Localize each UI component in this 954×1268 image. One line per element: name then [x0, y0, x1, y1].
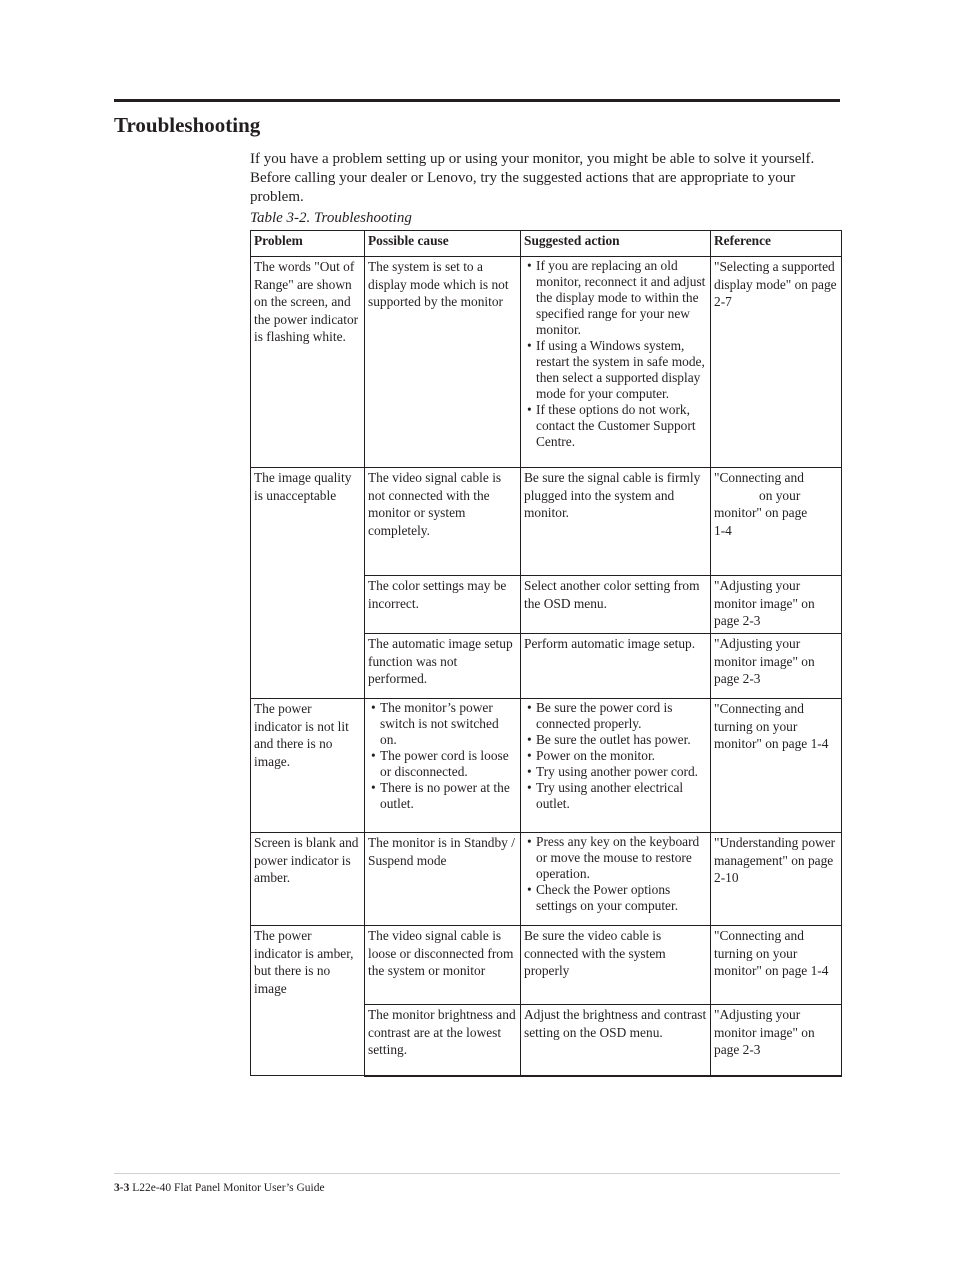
action-cell: Perform automatic image setup. [521, 634, 711, 699]
page-number: 3-3 [114, 1182, 130, 1194]
header-suggested-action: Suggested action [521, 231, 711, 257]
guide-title: L22e-40 Flat Panel Monitor User’s Guide [132, 1182, 325, 1194]
intro-paragraph: If you have a problem setting up or using your monitor, you might be able to solve it yourself. Before calling your dealer or Lenovo, try the suggested actions that are appropriate to your problem. [250, 151, 815, 205]
reference-line: 1-4 [714, 522, 732, 538]
cause-cell: The color settings may be incorrect. [365, 576, 521, 634]
page-footer [114, 1181, 325, 1195]
list-item: • Press any key on the keyboard or move the mouse to restore operation. [524, 834, 708, 882]
list-item: • Try using another power cord. [524, 764, 708, 780]
reference-line: "Connecting and [714, 470, 804, 485]
action-list [524, 258, 708, 450]
cause-cell [365, 699, 521, 833]
list-item: • Try using another electrical outlet. [524, 780, 708, 812]
reference-line: on your [759, 487, 801, 503]
problem-cell: The power indicator is amber, but there is no image [251, 926, 365, 1076]
page-title: Troubleshooting [114, 113, 261, 137]
reference-cell: "Adjusting your monitor image" on page 2-3 [711, 576, 842, 634]
cause-cell: The monitor brightness and contrast are at the lowest setting. [365, 1005, 521, 1076]
list-item: • If these options do not work, contact the Customer Support Centre. [524, 402, 708, 450]
action-cell: Select another color setting from the OSD menu. [521, 576, 711, 634]
cause-cell: The video signal cable is loose or disconnected from the system or monitor [365, 926, 521, 1005]
reference-cell: "Selecting a supported display mode" on page 2-7 [711, 257, 842, 468]
action-cell [521, 699, 711, 833]
list-item: • If you are replacing an old monitor, reconnect it and adjust the display mode to within the specified range for your new monitor. [524, 258, 708, 338]
cause-list [368, 700, 518, 812]
table-row [251, 833, 842, 926]
list-item: • There is no power at the outlet. [368, 780, 518, 812]
table-header-row [251, 231, 842, 257]
action-cell: Adjust the brightness and contrast setting on the OSD menu. [521, 1005, 711, 1076]
table-row [251, 257, 842, 468]
action-cell [521, 257, 711, 468]
list-item: • Be sure the power cord is connected properly. [524, 700, 708, 732]
table-row [251, 926, 842, 1005]
action-cell [521, 833, 711, 926]
cause-cell: The system is set to a display mode which is not supported by the monitor [365, 257, 521, 468]
list-item: • Be sure the outlet has power. [524, 732, 708, 748]
table-row [251, 468, 842, 576]
reference-cell: "Adjusting your monitor image" on page 2-3 [711, 1005, 842, 1076]
table-caption: Table 3-2. Troubleshooting [250, 210, 412, 226]
cause-cell: The video signal cable is not connected with the monitor or system completely. [365, 468, 521, 576]
action-cell: Be sure the signal cable is firmly plugged into the system and monitor. [521, 468, 711, 576]
reference-cell: "Connecting and turning on your monitor" on page 1-4 [711, 699, 842, 833]
list-item: • If using a Windows system, restart the system in safe mode, then select a supported display mode for your computer. [524, 338, 708, 402]
problem-cell: The power indicator is not lit and there is no image. [251, 699, 365, 833]
header-reference: Reference [711, 231, 842, 257]
footer-rule [114, 1173, 840, 1174]
reference-cell: "Understanding power management" on page 2-10 [711, 833, 842, 926]
action-list [524, 834, 708, 914]
problem-cell: The image quality is unacceptable [251, 468, 365, 699]
list-item: • Power on the monitor. [524, 748, 708, 764]
troubleshooting-table [250, 230, 842, 1077]
reference-line: monitor" on page [714, 505, 808, 520]
list-item: • The power cord is loose or disconnected. [368, 748, 518, 780]
list-item: • The monitor’s power switch is not switched on. [368, 700, 518, 748]
cause-cell: The monitor is in Standby / Suspend mode [365, 833, 521, 926]
header-problem: Problem [251, 231, 365, 257]
list-item: • Check the Power options settings on your computer. [524, 882, 708, 914]
reference-cell [711, 468, 842, 576]
reference-cell: "Adjusting your monitor image" on page 2-3 [711, 634, 842, 699]
table-row [251, 699, 842, 833]
problem-cell: Screen is blank and power indicator is amber. [251, 833, 365, 926]
cause-cell: The automatic image setup function was not performed. [365, 634, 521, 699]
action-list [524, 700, 708, 812]
top-rule [114, 99, 840, 102]
reference-cell: "Connecting and turning on your monitor" on page 1-4 [711, 926, 842, 1005]
problem-cell: The words "Out of Range" are shown on the screen, and the power indicator is flashing white. [251, 257, 365, 468]
action-cell: Be sure the video cable is connected with the system properly [521, 926, 711, 1005]
header-possible-cause: Possible cause [365, 231, 521, 257]
